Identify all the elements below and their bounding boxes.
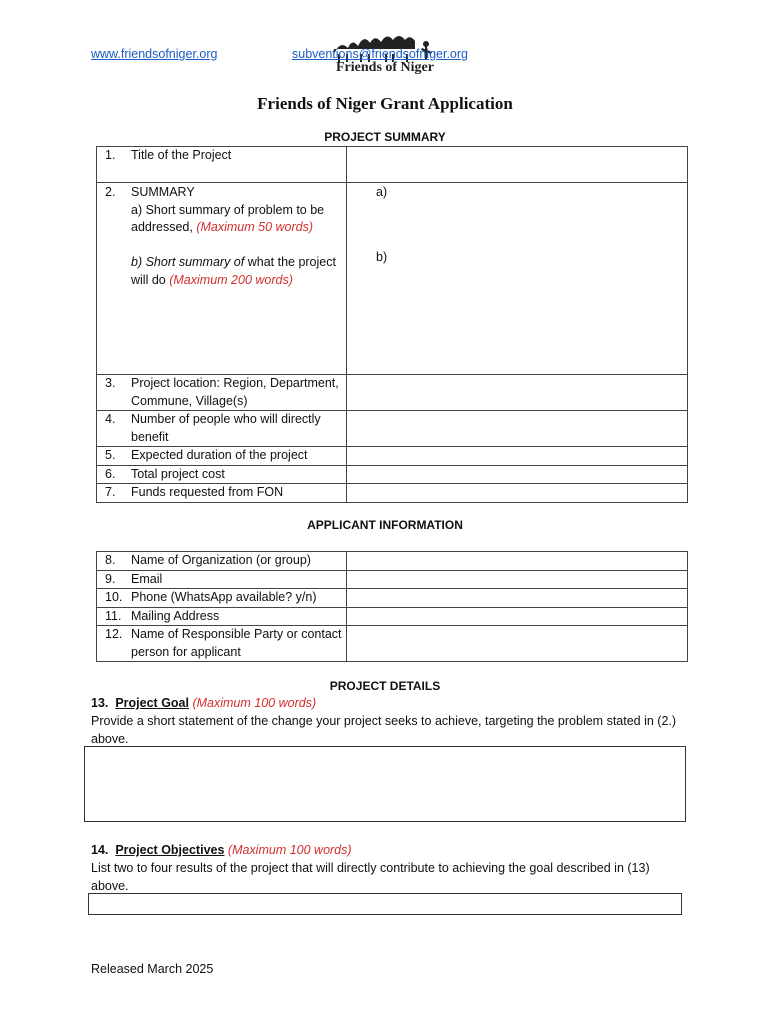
row-number: 7. [105,485,116,499]
row-text: Name of Responsible Party or contact person for applicant [131,627,342,659]
summary-b-limit: (Maximum 200 words) [169,272,293,287]
funds-requested-input[interactable] [347,484,688,503]
row-number: 11. [105,608,122,623]
goal-description: Provide a short statement of the change your project seeks to achieve, targeting the problem stated in (2.) above. [91,714,677,746]
objectives-description: List two to four results of the project that will directly contribute to achieving the goal described in (13) above. [91,861,650,893]
summary-label: SUMMARY [131,185,195,199]
row-number: 1. [105,148,116,162]
project-summary-table [96,146,688,503]
row-text: Total project cost [131,466,225,481]
table-row [97,411,688,447]
table-row [97,465,688,484]
organization-name-input[interactable] [347,552,688,571]
release-date: Released March 2025 [91,962,214,976]
row-number: 12. [105,627,123,641]
table-row [97,589,688,608]
duration-input[interactable] [347,447,688,466]
table-row [97,183,688,375]
summary-answer-a: a) [376,185,388,199]
row-number: 5. [105,448,116,462]
email-link[interactable]: subventions@friendsofniger.org [292,47,468,61]
summary-answer-cell[interactable] [347,183,688,375]
goal-number: 13. [91,696,109,710]
summary-a-text: a) Short summary of problem to be addressed, [131,202,325,234]
website-link[interactable]: www.friendsofniger.org [91,47,218,61]
applicant-information-heading: APPLICANT INFORMATION [307,518,463,532]
row-number: 2. [105,185,116,199]
project-objectives-textarea[interactable] [88,893,682,915]
row-number: 8. [105,553,116,567]
row-text: Title of the Project [131,148,232,162]
project-details-heading: PROJECT DETAILS [329,679,441,693]
goal-limit: (Maximum 100 words) [192,696,317,710]
row-number: 9. [105,571,116,586]
row-label [97,147,347,183]
summary-b-italic: b) Short summary of [131,255,245,269]
project-location-input[interactable] [347,375,688,411]
project-goal-heading [91,695,681,713]
summary-a-limit: (Maximum 50 words) [196,220,314,234]
mailing-address-input[interactable] [347,607,688,626]
table-row [97,626,688,662]
row-text: Phone (WhatsApp available? y/n) [131,590,317,604]
table-row [97,552,688,571]
row-text: Number of people who will directly benefit [131,412,321,444]
row-text: Mailing Address [131,608,220,623]
table-row [97,607,688,626]
project-goal-textarea[interactable] [84,746,686,822]
email-input[interactable] [347,570,688,589]
row-number: 6. [105,466,116,481]
table-row [97,484,688,503]
row-text: Name of Organization (or group) [131,553,311,567]
project-title-input[interactable] [347,147,688,183]
objectives-number: 14. [91,843,109,857]
responsible-party-input[interactable] [347,626,688,662]
row-text: Funds requested from FON [131,485,284,499]
summary-answer-b: b) [376,250,388,264]
goal-label: Project Goal [115,696,189,710]
total-cost-input[interactable] [347,465,688,484]
summary-b-text: what the project will do [131,255,336,287]
table-row [97,447,688,466]
page-title: Friends of Niger Grant Application [257,94,513,113]
beneficiaries-input[interactable] [347,411,688,447]
row-number: 10. [105,590,123,604]
table-row [97,375,688,411]
project-summary-heading: PROJECT SUMMARY [324,130,446,144]
logo-text: Friends of Niger [336,60,434,75]
row-label [97,183,347,375]
table-row [97,570,688,589]
row-number: 4. [105,412,116,426]
applicant-table [96,551,688,662]
row-number: 3. [105,376,116,390]
phone-input[interactable] [347,589,688,608]
row-text: Email [131,571,163,586]
row-text: Expected duration of the project [131,448,308,462]
objectives-limit: (Maximum 100 words) [227,843,352,857]
row-text: Project location: Region, Department, Commune, Village(s) [131,376,339,408]
project-objectives-heading [91,842,681,860]
table-row [97,147,688,183]
objectives-label: Project Objectives [115,843,225,857]
